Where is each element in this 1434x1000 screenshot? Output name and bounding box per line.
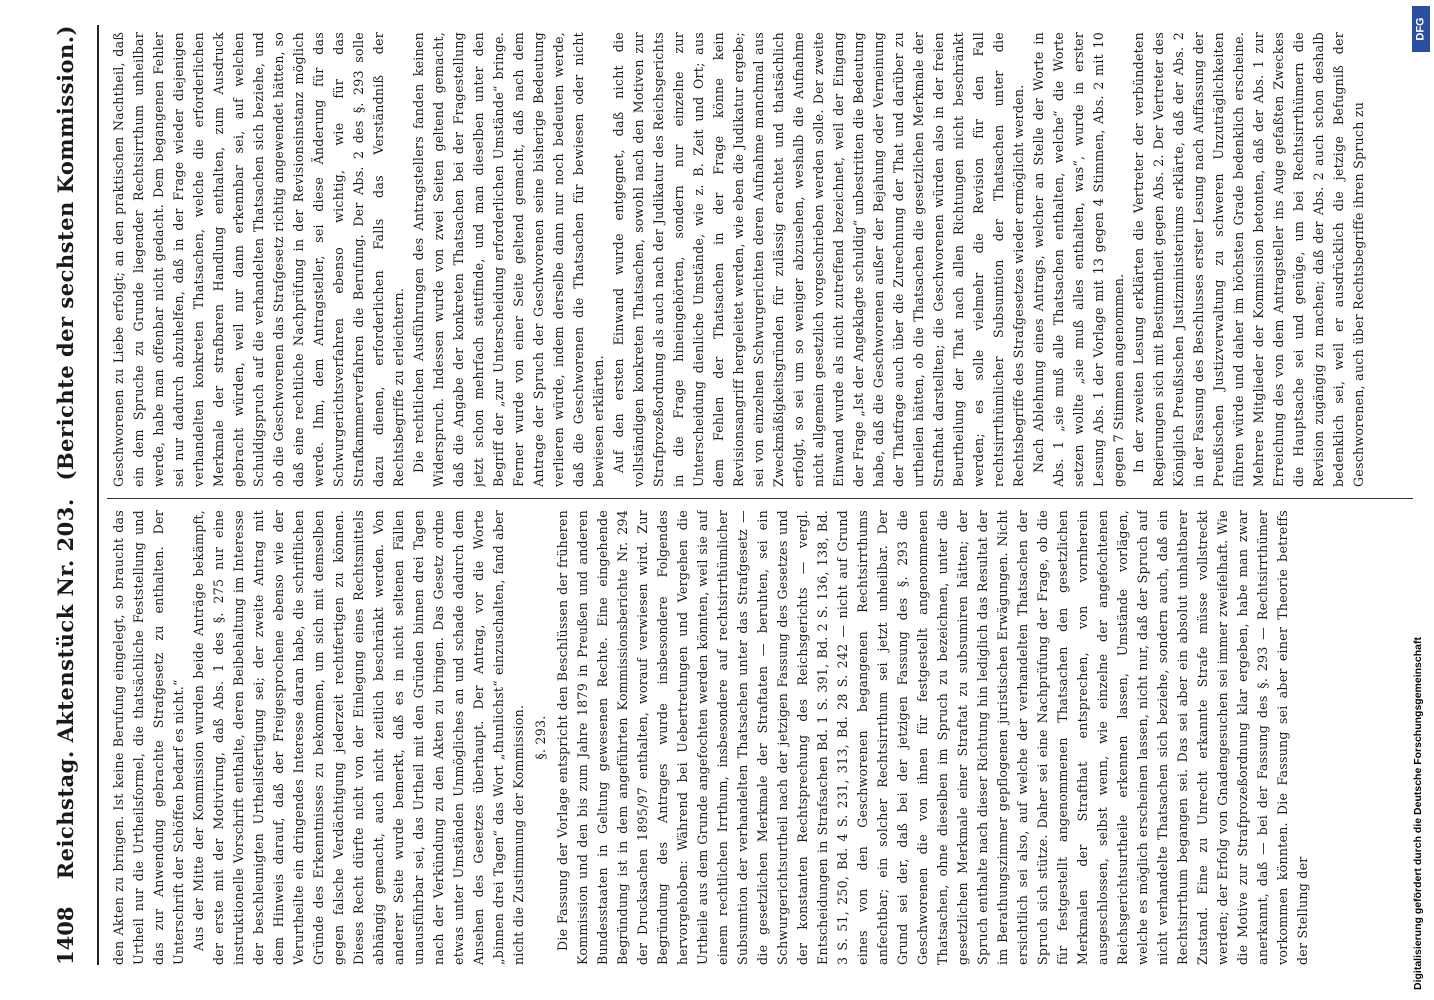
right-column <box>109 32 1414 487</box>
page-header <box>53 25 93 965</box>
column-divider <box>107 498 1413 499</box>
left-column <box>109 510 1414 965</box>
running-title-main: Reichstag. Aktenstück Nr. 203. <box>53 498 78 880</box>
running-title <box>53 25 78 879</box>
dfg-logo <box>1412 6 1430 52</box>
running-title-sub: (Berichte der sechsten Kommission.) <box>53 25 78 481</box>
page-number: 1408 <box>53 906 78 965</box>
header-rule <box>97 25 99 965</box>
section-heading: §. 293. <box>533 715 548 760</box>
paragraph: Geschworenen zu Liebe erfolgt; an den praktischen Nachtheil, daß ein dem Spruche zu Grunde liegender Rechtsirrthum unheilbar werde, habe man offenbar nicht gedacht. Dem begangenen Fehler sei nur dadurch abzuhelfen, daß in der Frage wieder diejenigen verhandelten konkreten Thatsachen, welche die erforderlichen Merkmale der strafbaren Handlung enthalten, zum Ausdruck gebracht würden, weil nur dann erkennbar sei, auf welchen Schuldigspruch auf die verhandelten Thatsachen sich beziehe, und ob die Geschworenen das Strafgesetz richtig angewendet hätten, so daß eine rechtliche Nachprüfung in der Revisionsinstanz möglich werde. Ihm, dem Antragsteller, sei diese Änderung für das Schwurgerichtsverfahren ebenso wichtig, wie für das Strafkammerverfahren die Berufung. Der Abs. 2 des §. 293 solle dazu dienen, erforderlichen Falls das Verständniß der Rechtsbegriffe zu erleichtern. <box>111 32 406 487</box>
digitization-note: Digitalisierung gefördert durch die Deutsche Forschungsgemeinschaft <box>1412 637 1424 990</box>
paragraph: Auf den ersten Einwand wurde entgegnet, daß nicht die vollständigen konkreten Thatsachen, sowohl nach den Motiven zur Strafprozeßordnung als auch nach der Judikatur des Reichsgerichts in die Frage hineingehörten, sondern nur einzelne zur Unterscheidung dienliche Umstände, wie z. B. Zeit und Ort; aus dem Fehlen der Thatsachen in der Frage könne kein Revisionsangriff hergeleitet werden, wie eben die Judikatur ergebe; sei von einzelnen Schwurgerichten deren Aufnahme manchmal aus Zweckmäßigkeitsgründen für zulässig erachtet und thatsächlich erfolgt, so sei um so weniger abzusehen, weshalb die Aufnahme nicht allgemein gesetzlich vorgeschrieben werden solle. Der zweite Einwand wurde als nicht zutreffend bezeichnet, weil der Eingang der Frage „Ist der Angeklagte schuldig“ unbestritten die Bedeutung habe, daß die Geschworenen außer der Bejahung oder Verneinung der Thatfrage auch über die Zurechnung der That und darüber zu urtheilen hätten, ob die Thatsachen die gesetzlichen Merkmale der Strafthat darstellten; die Geschworenen würden also in der freien Beurtheilung der That nach allen Richtungen nicht beschränkt werden; es solle vielmehr die Revision für den Fall rechtsirrthümlicher Subsumtion der Thatsachen unter die Rechtsbegriffe des Strafgesetzes wieder ermöglicht werden. <box>611 32 1026 487</box>
scanned-sheet <box>28 0 1428 1000</box>
dfg-logo-text: DFG <box>1415 17 1428 41</box>
paragraph: den Akten zu bringen. Ist keine Berufung eingelegt, so braucht das Urtheil nur die Urtheilsformel, die thatsächliche Feststellung und das zur Anwendung gebrachte Strafgesetz zu enthalten. Der Unterschrift der Schöffen bedarf es nicht.“ <box>111 510 186 965</box>
paragraph: In der zweiten Lesung erklärten die Vertreter der verbündeten Regierungen sich mit Bestimmtheit gegen Abs. 2. Der Vertreter des Königlich Preußischen Justizministeriums erklärte, daß der Abs. 2 in der Fassung des Beschlusses erster Lesung nach Auffassung der Preußischen Justizverwaltung zu schweren Unzuträglichkeiten führen würde und daher im höchsten Grade bedenklich erscheine. Mehrere Mitglieder der Kommission betonten, daß der Abs. 1 zur Erreichung des von dem Antragsteller ins Auge gefaßten Zweckes die Hauptsache sei und genüge, um bei Rechtsirrthümern die Revision zugängig zu machen; daß der Abs. 2 auch schon deshalb bedenklich sei, weil er ausdrücklich die jetzige Befugniß der Geschworenen, auch über Rechtsbegriffe ihren Spruch zu <box>1131 32 1366 487</box>
paragraph: Die rechtlichen Ausführungen des Antragstellers fanden keinen Widerspruch. Indessen wurde von zwei Seiten geltend gemacht, daß die Angabe der konkreten Thatsachen bei der Fragestellung jetzt schon mehrfach stattfinde, und man dieselben unter den Begriff der „zur Unterscheidung erforderlichen Umstände“ bringe. Ferner wurde von einer Seite geltend gemacht, daß nach dem Antrage der Spruch der Geschworenen seine bisherige Bedeutung verlieren würde, indem derselbe dann nur noch bedeuten werde, daß die Geschworenen die Thatsachen für bewiesen oder nicht bewiesen erklärten. <box>411 32 606 487</box>
digitization-sidebar <box>1406 0 1434 1000</box>
paragraph: Aus der Mitte der Kommission wurden beide Anträge bekämpft, der erste mit der Motivirung, daß Abs. 1 des §. 275 nur eine instruktionelle Vorschrift enthalte, deren Beibehaltung im Interesse der beschleunigten Urtheilsfertigung sei; der zweite Antrag mit dem Hinweis darauf, daß der Freigesprochene ebenso wie der Verurtheilte ein dringendes Interesse daran habe, die schriftlichen Gründe des Erkenntnisses zu bekommen, um sich mit demselben gegen falsche Verdächtigung jederzeit rechtfertigen zu können. Dieses Recht dürfte nicht von der Einlegung eines Rechtsmittels abhängig gemacht, auch nicht zeitlich beschränkt werden. Von anderer Seite wurde bemerkt, daß es in nicht seltenen Fällen unausführbar sei, das Urtheil mit den Gründen binnen drei Tagen nach der Verkündung zu den Akten zu bringen. Das Gesetz ordne etwas unter Umständen Unmögliches an und schade dadurch dem Ansehen des Gesetzes überhaupt. Der Antrag, vor die Worte „binnen drei Tagen“ das Wort „thunlichst“ einzuschalten, fand aber nicht die Zustimmung der Kommission. <box>191 510 526 965</box>
paragraph: Nach Ablehnung eines Antrags, welcher an Stelle der Worte in Abs. 1 „sie muß alle Thatsachen enthalten, welche“ die Worte setzen wollte „sie muß alles enthalten, was“, wurde in erster Lesung Abs. 1 der Vorlage mit 13 gegen 4 Stimmen, Abs. 2 mit 10 gegen 7 Stimmen angenommen. <box>1031 32 1126 487</box>
paragraph: Die Fassung der Vorlage entspricht den Beschlüssen der früheren Kommission und den bis zum Jahre 1879 in Preußen und anderen Bundesstaaten in Geltung gewesenen Rechte. Eine eingehende Begründung ist in dem angeführten Kommissionsberichte Nr. 294 der Drucksachen 1895/97 enthalten, worauf verwiesen wird. Zur Begründung des Antrages wurde insbesondere Folgendes hervorgehoben: Während bei Uebertretungen und Vergehen die Urtheile aus dem Grunde angefochten werden könnten, weil sie auf einem rechtlichen Irrthum, insbesondere auf rechtsirrthümlicher Subsumtion der verhandelten Thatsachen unter das Strafgesetz — die gesetzlichen Merkmale der Straftaten — beruhten, sei ein Schwurgerichtsurtheil nach der jetzigen Fassung des Gesetzes und der konstanten Rechtsprechung des Reichsgerichts — vergl. Entscheidungen in Strafsachen Bd. 1 S. 391, Bd. 2 S. 136, 138, Bd. 3 S. 51, 250, Bd. 4 S. 231, 313, Bd. 28 S. 242 — nicht auf Grund eines von den Geschworenen begangenen Rechtsirrthums anfechtbar; ein solcher Rechtsirrthum sei jetzt unheilbar. Der Grund sei der, daß bei der jetzigen Fassung des §. 293 die Geschworenen die von ihnen für festgestellt angenommenen Thatsachen, ohne dieselben im Spruch zu bezeichnen, unter die gesetzlichen Merkmale einer Straftat zu subsumiren hätten; der Spruch enthalte nach dieser Richtung hin lediglich das Resultat der im Berathungszimmer gepflogenen juristischen Erwägungen. Nicht ersichtlich sei also, auf welche der verhandelten Thatsachen der Spruch sich stütze. Daher sei eine Nachprüfung der Frage, ob die für festgestellt angenommenen Thatsachen den gesetzlichen Merkmalen der Strafthat entsprechen, von vornherein ausgeschlossen, selbst wenn, wie einzelne der angefochtenen Reichsgerichtsurtheile erkennen lassen, Umstände vorlägen, welche es möglich erscheinen lassen, nicht nur, daß der Spruch auf nicht verhandelte Thatsachen sich beziehe, sondern auch, daß ein Rechtsirrthum begangen sei. Das sei aber ein absolut unhaltbarer Zustand. Eine zu Unrecht erkannte Strafe müsse vollstreckt werden; der Erfolg von Gnadengesuchen sei immer zweifelhaft. Wie die Motive zur Strafprozeßordnung klar ergeben, habe man zwar anerkannt, daß — bei der Fassung des §. 293 — Rechtsirrthümer vorkommen könnten. Die Fassung sei aber einer Theorie betreffs der Stellung der <box>555 510 1310 965</box>
document-page <box>53 25 1423 965</box>
